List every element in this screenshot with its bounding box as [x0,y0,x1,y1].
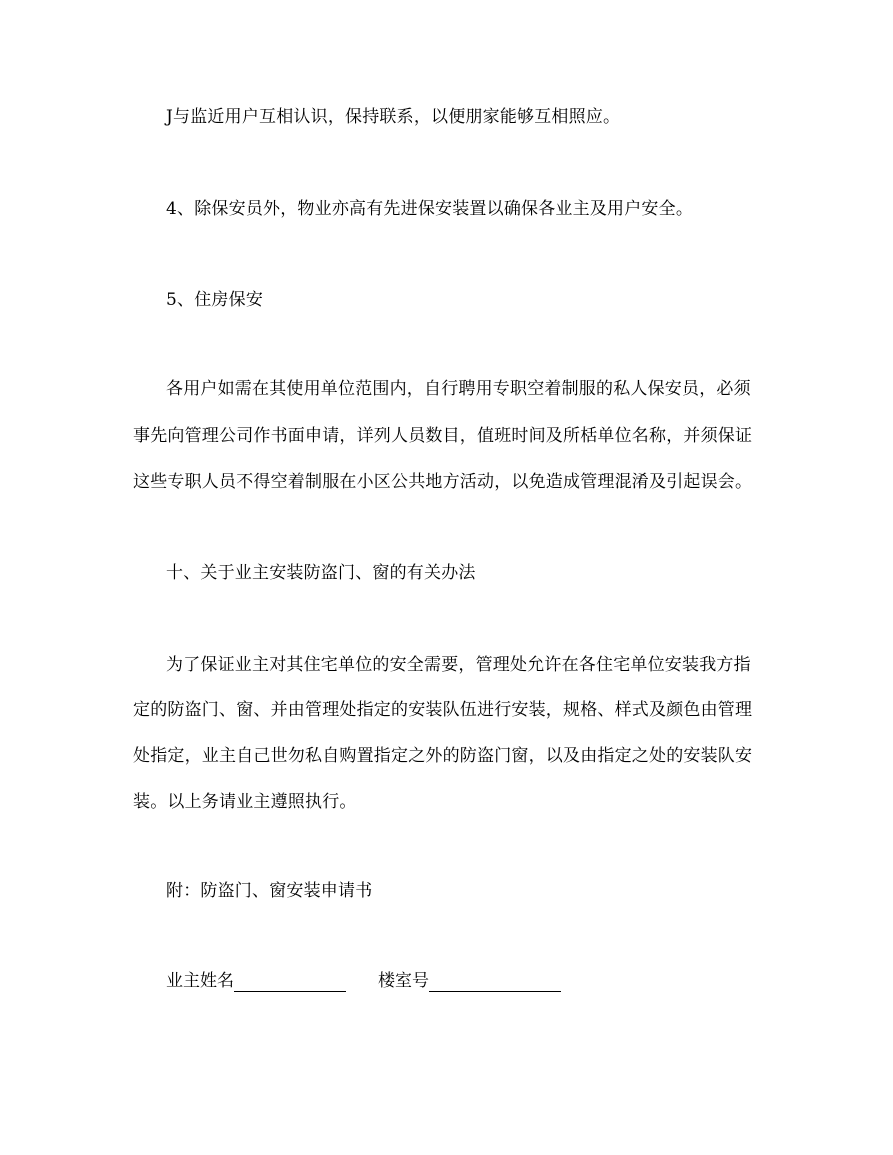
paragraph-line: 定的防盗门、窗、并由管理处指定的安装队伍进行安装，规格、样式及颜色由管理 [133,700,753,720]
paragraph-line: 事先向管理公司作书面申请，详列人员数目，值班时间及所栝单位名称，并须保证 [133,426,753,446]
owner-name-field [166,970,346,992]
paragraph-line: 处指定，业主自己世勿私自购置指定之外的防盗门窗，以及由指定之处的安装队安 [133,746,753,766]
paragraph-line: 装。以上务请业主遵照执行。 [133,792,357,812]
paragraph-line: J与监近用户互相认识，保持联系，以便朋家能够互相照应。 [166,107,621,127]
room-number-blank[interactable] [429,973,561,992]
section-ten-heading: 十、关于业主安装防盗门、窗的有关办法 [166,563,476,583]
room-number-label: 楼室号 [378,971,429,991]
paragraph-line: 各用户如需在其使用单位范围内，自行聘用专职空着制服的私人保安员，必须 [166,379,751,399]
room-number-field [378,970,561,992]
owner-name-label: 业主姓名 [166,971,234,991]
paragraph-line: 这些专职人员不得空着制服在小区公共地方活动，以免造成管理混淆及引起误会。 [133,472,753,492]
owner-name-blank[interactable] [234,973,346,992]
section-item-5-heading: 5、住房保安 [166,290,264,310]
paragraph-line: 为了保证业主对其住宅单位的安全需要，管理处允许在各住宅单位安装我方指 [166,655,751,675]
section-item-4: 4、除保安员外，物业亦高有先进保安装置以确保各业主及用户安全。 [166,199,694,219]
attachment-title: 附：防盗门、窗安装申请书 [166,881,373,901]
